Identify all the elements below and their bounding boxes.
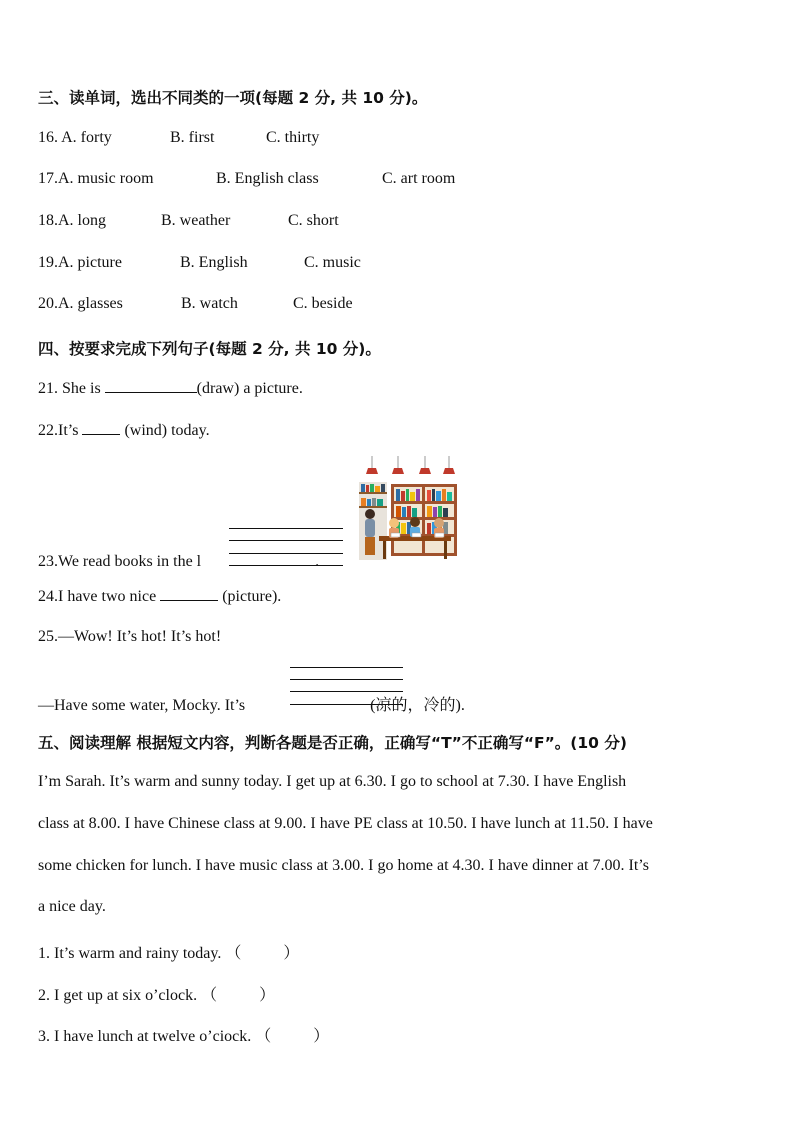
question-23: [38, 553, 319, 571]
option-a: 19.A. picture: [38, 254, 122, 271]
question-17: [38, 170, 455, 188]
question-24-hint: (picture).: [218, 588, 282, 605]
answer-paren-close: ）: [313, 1028, 330, 1045]
tf-question-3: [38, 1023, 329, 1046]
question-23-text: 23.We read books in the l: [38, 553, 202, 570]
answer-blank-22[interactable]: [82, 420, 120, 435]
answer-blank-21[interactable]: [105, 378, 197, 393]
question-21-text: 21. She is: [38, 380, 105, 397]
question-18: [38, 212, 339, 230]
library-illustration: [357, 456, 459, 560]
option-c: C. music: [304, 254, 361, 271]
question-24: [38, 586, 281, 606]
option-a: 16. A. forty: [38, 129, 112, 146]
answer-paren-open: （: [201, 987, 218, 1004]
question-22-text: 22.It’s: [38, 422, 83, 439]
option-a: 18.A. long: [38, 212, 106, 229]
question-20: [38, 295, 353, 313]
option-b: B. first: [170, 129, 215, 146]
answer-paren-close: ）: [283, 945, 300, 962]
tf-question-text: 3. I have lunch at twelve o’ciock.: [38, 1028, 252, 1045]
passage-line: I’m Sarah. It’s warm and sunny today. I get up at 6.30. I go to school at 7.30. I have English: [38, 773, 627, 790]
question-23-end: .: [315, 553, 320, 570]
tf-question-text: 1. It’s warm and rainy today.: [38, 945, 222, 962]
passage-line: a nice day.: [38, 898, 106, 915]
section-4-heading: 四、按要求完成下列句子(每题 2 分, 共 10 分)。: [38, 340, 381, 358]
question-25-line-1: 25.—Wow! It’s hot! It’s hot!: [38, 628, 222, 645]
section-5-heading: 五、阅读理解 根据短文内容，判断各题是否正确，正确写“T”不正确写“F”。(10 分): [38, 734, 627, 752]
option-b: B. watch: [181, 295, 238, 312]
question-19: [38, 254, 361, 272]
tf-question-2: [38, 982, 275, 1005]
option-a: 17.A. music room: [38, 170, 154, 187]
option-b: B. weather: [161, 212, 231, 229]
option-c: C. thirty: [266, 129, 320, 146]
question-22-hint: (wind) today.: [120, 422, 210, 439]
option-b: B. English class: [216, 170, 319, 187]
answer-paren-open: （: [225, 945, 242, 962]
question-22: [38, 420, 210, 440]
question-16: [38, 129, 319, 147]
answer-paren-open: （: [255, 1028, 272, 1045]
section-3-heading: 三、读单词，选出不同类的一项(每题 2 分, 共 10 分)。: [38, 89, 428, 107]
option-b: B. English: [180, 254, 248, 271]
option-c: C. short: [288, 212, 339, 229]
answer-blank-24[interactable]: [160, 586, 218, 601]
question-24-text: 24.I have two nice: [38, 588, 161, 605]
question-25-line-2: [38, 692, 465, 715]
question-21: [38, 378, 303, 398]
passage-line: some chicken for lunch. I have music class at 3.00. I go home at 4.30. I have dinner at 7.00. It’s: [38, 857, 649, 874]
option-c: C. beside: [293, 295, 353, 312]
answer-paren-close: ）: [259, 987, 276, 1004]
question-25-hint: (凉的，冷的).: [366, 697, 465, 714]
question-25-text: —Have some water, Mocky. It’s: [38, 697, 250, 714]
tf-question-1: [38, 940, 299, 963]
option-a: 20.A. glasses: [38, 295, 123, 312]
option-c: C. art room: [382, 170, 456, 187]
passage-line: class at 8.00. I have Chinese class at 9.00. I have PE class at 10.50. I have lunch at 11.50. I have: [38, 815, 653, 832]
tf-question-text: 2. I get up at six o’clock.: [38, 987, 198, 1004]
question-21-hint: (draw) a picture.: [196, 380, 303, 397]
